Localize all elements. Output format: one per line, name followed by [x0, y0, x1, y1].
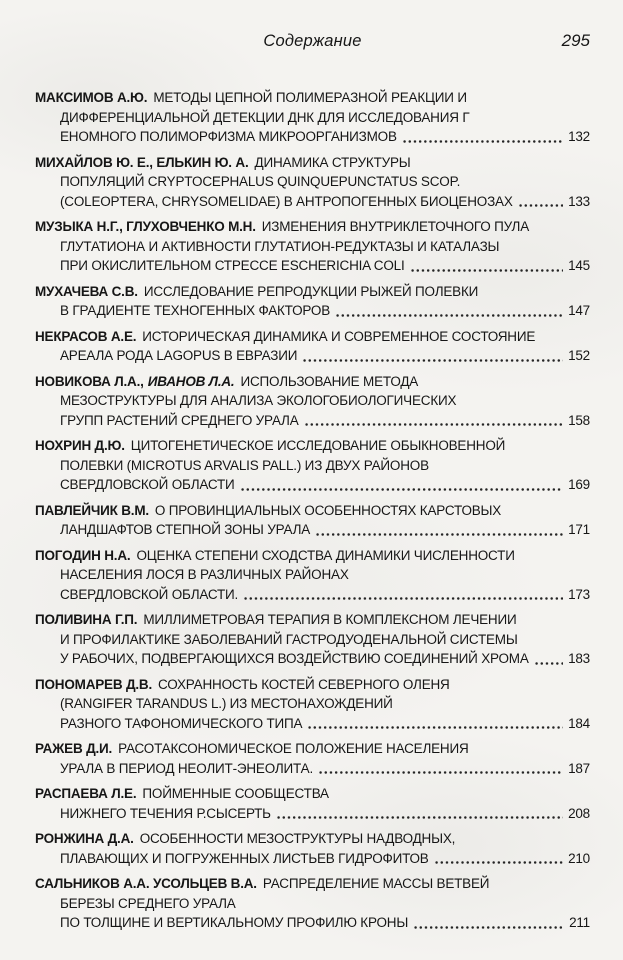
entry-page-number: 132: [568, 129, 590, 144]
entry-last-line: [35, 759, 590, 779]
entry-title-end: (COLEOPTERA, CHRYSOMELIDAE) В АНТРОПОГЕННЫХ БИОЦЕНОЗАХ: [60, 193, 513, 209]
entry-page-number: 208: [568, 805, 590, 821]
toc-entry: [35, 610, 590, 669]
entry-first-line: [35, 217, 590, 237]
entry-page-number: 187: [568, 760, 590, 776]
entry-title-start: МИЛЛИМЕТРОВАЯ ТЕРАПИЯ В КОМПЛЕКСНОМ ЛЕЧЕНИИ: [143, 612, 517, 627]
entry-authors: [35, 677, 152, 692]
entry-title-start: ИСПОЛЬЗОВАНИЕ МЕТОДА: [240, 373, 419, 389]
author-name: НОВИКОВА Л.А.,: [35, 373, 144, 389]
entry-title-start: МЕТОДЫ ЦЕПНОЙ ПОЛИМЕРАЗНОЙ РЕАКЦИИ И: [153, 90, 467, 105]
toc-entry: [35, 829, 590, 868]
author-name: НОХРИН Д.Ю.: [35, 438, 125, 453]
dot-leader: [307, 714, 563, 734]
author-name: САЛЬНИКОВ А.А. УСОЛЬЦЕВ В.А.: [35, 876, 257, 891]
dot-leader: [434, 849, 563, 869]
dot-leader: [402, 127, 563, 147]
entry-title-end: УРАЛА В ПЕРИОД НЕОЛИТ-ЭНЕОЛИТА.: [60, 760, 313, 776]
entry-page-number: 133: [568, 193, 590, 209]
toc-entry: [35, 546, 590, 605]
entry-title-end: ЛАНДШАФТОВ СТЕПНОЙ ЗОНЫ УРАЛА: [60, 522, 311, 537]
entry-continuation-line: ПОЛЕВКИ (MICROTUS ARVALIS PALL.) ИЗ ДВУХ РАЙОНОВ: [60, 457, 429, 473]
entry-page-number: 210: [568, 850, 590, 866]
entry-first-line: [35, 739, 590, 759]
entry-last-line: [35, 649, 590, 669]
entry-page-number: 152: [568, 348, 590, 363]
dot-leader: [315, 520, 563, 540]
entry-last-line: [35, 849, 590, 869]
entry-authors: [35, 503, 149, 518]
entry-title-start: РАСПРЕДЕЛЕНИЕ МАССЫ ВЕТВЕЙ: [262, 876, 490, 891]
author-name: РОНЖИНА Д.А.: [35, 831, 134, 846]
entry-authors: [35, 548, 130, 563]
toc-entry: [35, 675, 590, 734]
entry-title-start: ОЦЕНКА СТЕПЕНИ СХОДСТВА ДИНАМИКИ ЧИСЛЕННОСТИ: [136, 547, 515, 563]
entry-last-line: [35, 192, 590, 212]
entry-continuation-line: ПОПУЛЯЦИЙ CRYPTOCEPHALUS QUINQUEPUNCTATUS SCOP.: [60, 174, 461, 189]
entry-first-line: [35, 675, 590, 695]
author-name: РАЖЕВ Д.И.: [35, 741, 113, 756]
entry-authors: [35, 284, 138, 299]
entry-authors: [35, 831, 134, 846]
entry-page-number: 158: [568, 412, 590, 428]
entry-continuation-line: МЕЗОСТРУКТУРЫ ДЛЯ АНАЛИЗА ЭКОЛОГОБИОЛОГИЧЕСКИХ: [60, 393, 457, 408]
entry-title-end: ГРУПП РАСТЕНИЙ СРЕДНЕГО УРАЛА: [60, 412, 299, 428]
entry-page-number: 211: [569, 915, 590, 930]
entry-last-line: [35, 804, 590, 824]
entry-title-start: ПОЙМЕННЫЕ СООБЩЕСТВА: [142, 786, 329, 801]
page-header: [35, 30, 590, 52]
entry-authors: [35, 438, 125, 453]
entry-title-start: ИЗМЕНЕНИЯ ВНУТРИКЛЕТОЧНОГО ПУЛА: [261, 219, 529, 234]
entry-first-line: [35, 546, 590, 566]
author-name: ПОНОМАРЕВ Д.В.: [35, 676, 153, 692]
entry-page-number: 183: [568, 651, 590, 666]
entry-first-line: [35, 153, 590, 173]
entry-title-start: О ПРОВИНЦИАЛЬНЫХ ОСОБЕННОСТЯХ КАРСТОВЫХ: [154, 502, 502, 518]
entry-last-line: [35, 256, 590, 276]
toc-entry: [35, 436, 590, 495]
dot-leader: [534, 649, 563, 669]
entry-first-line: [35, 829, 590, 849]
entry-last-line: [35, 127, 590, 147]
entry-page-number: 184: [568, 715, 590, 731]
entry-first-line: [35, 610, 590, 630]
page-number: 295: [561, 31, 590, 50]
entry-title-end: ПЛАВАЮЩИХ И ПОГРУЖЕННЫХ ЛИСТЬЕВ ГИДРОФИТОВ: [60, 850, 429, 866]
author-name: ПОГОДИН Н.А.: [35, 547, 131, 563]
entry-authors: [35, 219, 256, 234]
entry-title-start: РАСОТАКСОНОМИЧЕСКОЕ ПОЛОЖЕНИЕ НАСЕЛЕНИЯ: [118, 741, 469, 756]
entry-title-end: СВЕРДЛОВСКОЙ ОБЛАСТИ.: [60, 586, 239, 602]
dot-leader: [318, 759, 563, 779]
author-name: МИХАЙЛОВ Ю. Е., ЕЛЬКИН Ю. А.: [35, 154, 249, 170]
dot-leader: [240, 475, 564, 495]
entry-authors: [35, 374, 234, 389]
dot-leader: [410, 256, 564, 276]
entry-last-line: [35, 301, 590, 321]
entry-first-line: [35, 327, 590, 347]
entry-first-line: [35, 784, 590, 804]
entry-last-line: [35, 714, 590, 734]
toc-entry: [35, 874, 590, 933]
entry-first-line: [35, 874, 590, 894]
entry-last-line: [35, 913, 590, 933]
author-name: МУЗЫКА Н.Г., ГЛУХОВЧЕНКО М.Н.: [35, 219, 256, 234]
entry-authors: [35, 155, 249, 170]
toc-entry: [35, 217, 590, 276]
entry-continuation-line: НАСЕЛЕНИЯ ЛОСЯ В РАЗЛИЧНЫХ РАЙОНАХ: [60, 567, 349, 582]
entry-last-line: [35, 346, 590, 366]
entry-first-line: [35, 88, 590, 108]
entry-page-number: 169: [568, 477, 590, 492]
entry-title-end: РАЗНОГО ТАФОНОМИЧЕСКОГО ТИПА: [60, 715, 303, 731]
entry-title-start: ОСОБЕННОСТИ МЕЗОСТРУКТУРЫ НАДВОДНЫХ,: [139, 831, 456, 846]
entry-last-line: [35, 475, 590, 495]
toc-entry: [35, 88, 590, 147]
toc-entry: [35, 501, 590, 540]
entry-title-start: ЦИТОГЕНЕТИЧЕСКОЕ ИССЛЕДОВАНИЕ ОБЫКНОВЕННОЙ: [130, 438, 506, 453]
author-name: ИВАНОВ Л.А.: [147, 373, 235, 389]
entry-last-line: [35, 411, 590, 431]
entry-authors: [35, 786, 136, 801]
toc-entry: [35, 282, 590, 321]
toc-entry: [35, 327, 590, 366]
entry-continuation-line: БЕРЕЗЫ СРЕДНЕГО УРАЛА: [60, 895, 236, 911]
author-name: РАСПАЕВА Л.Е.: [35, 786, 137, 801]
entry-last-line: [35, 585, 590, 605]
entry-page-number: 145: [568, 258, 590, 273]
toc-entry: [35, 153, 590, 212]
toc-entry: [35, 372, 590, 431]
entry-page-number: 147: [568, 303, 590, 318]
dot-leader: [276, 804, 563, 824]
entry-authors: [35, 90, 147, 105]
author-name: ПАВЛЕЙЧИК В.М.: [35, 502, 149, 518]
entry-title-end: ПРИ ОКИСЛИТЕЛЬНОМ СТРЕССЕ ESCHERICHIA COLI: [60, 258, 405, 273]
toc-entry: [35, 784, 590, 823]
entry-authors: [35, 612, 137, 627]
entry-continuation-line: (RANGIFER TARANDUS L.) ИЗ МЕСТОНАХОЖДЕНИЙ: [60, 696, 393, 711]
toc-list: [35, 88, 590, 933]
dot-leader: [335, 301, 563, 321]
entry-continuation-line: И ПРОФИЛАКТИКЕ ЗАБОЛЕВАНИЙ ГАСТРОДУОДЕНАЛЬНОЙ СИСТЕМЫ: [60, 631, 518, 647]
dot-leader: [304, 411, 564, 431]
toc-entry: [35, 739, 590, 778]
entry-first-line: [35, 372, 590, 392]
entry-title-start: ИССЛЕДОВАНИЕ РЕПРОДУКЦИИ РЫЖЕЙ ПОЛЕВКИ: [143, 283, 479, 299]
entry-continuation-line: ГЛУТАТИОНА И АКТИВНОСТИ ГЛУТАТИОН-РЕДУКТАЗЫ И КАТАЛАЗЫ: [60, 238, 500, 254]
entry-title-end: НИЖНЕГО ТЕЧЕНИЯ Р.СЫСЕРТЬ: [60, 805, 271, 821]
entry-title-end: СВЕРДЛОВСКОЙ ОБЛАСТИ: [60, 477, 235, 492]
entry-authors: [35, 741, 112, 756]
dot-leader: [413, 913, 564, 933]
author-name: НЕКРАСОВ А.Е.: [35, 328, 137, 344]
entry-last-line: [35, 520, 590, 540]
entry-title-start: СОХРАННОСТЬ КОСТЕЙ СЕВЕРНОГО ОЛЕНЯ: [158, 676, 450, 692]
contents-heading: Содержание: [263, 32, 362, 50]
author-name: МУХАЧЕВА С.В.: [35, 283, 138, 299]
entry-continuation-line: ДИФФЕРЕНЦИАЛЬНОЙ ДЕТЕКЦИИ ДНК ДЛЯ ИССЛЕДОВАНИЯ Г: [60, 109, 470, 125]
entry-title-end: АРЕАЛА РОДА LAGOPUS В ЕВРАЗИИ: [60, 348, 298, 363]
entry-page-number: 173: [568, 586, 590, 602]
entry-title-start: ИСТОРИЧЕСКАЯ ДИНАМИКА И СОВРЕМЕННОЕ СОСТОЯНИЕ: [142, 328, 536, 344]
entry-title-end: ПО ТОЛЩИНЕ И ВЕРТИКАЛЬНОМУ ПРОФИЛЮ КРОНЫ: [60, 915, 409, 930]
entry-first-line: [35, 501, 590, 521]
dot-leader: [302, 346, 563, 366]
entry-title-end: У РАБОЧИХ, ПОДВЕРГАЮЩИХСЯ ВОЗДЕЙСТВИЮ СОЕДИНЕНИЙ ХРОМА: [60, 651, 529, 666]
entry-first-line: [35, 282, 590, 302]
author-name: МАКСИМОВ А.Ю.: [35, 90, 148, 105]
dot-leader: [243, 585, 563, 605]
entry-first-line: [35, 436, 590, 456]
entry-title-end: В ГРАДИЕНТЕ ТЕХНОГЕННЫХ ФАКТОРОВ: [60, 303, 331, 318]
author-name: ПОЛИВИНА Г.П.: [35, 612, 138, 627]
dot-leader: [518, 192, 563, 212]
entry-authors: [35, 329, 136, 344]
entry-title-start: ДИНАМИКА СТРУКТУРЫ: [254, 154, 411, 170]
entry-authors: [35, 876, 257, 891]
entry-title-end: ЕНОМНОГО ПОЛИМОРФИЗМА МИКРООРГАНИЗМОВ: [60, 129, 397, 144]
entry-page-number: 171: [568, 522, 590, 537]
